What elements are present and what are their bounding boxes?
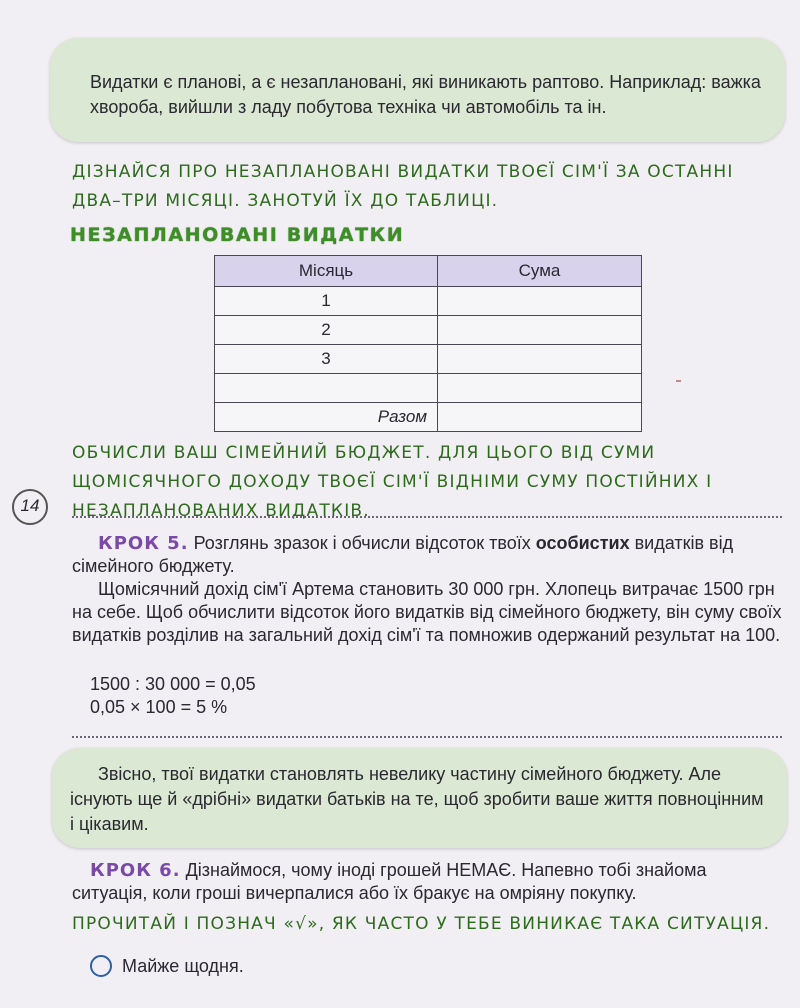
sum-cell[interactable]	[438, 316, 642, 345]
total-label: Разом	[215, 403, 438, 432]
step-5-bold: особистих	[535, 533, 630, 553]
table-row	[215, 345, 642, 374]
step-6	[72, 859, 784, 905]
dotted-divider	[72, 736, 782, 738]
table-row	[215, 316, 642, 345]
month-cell: 3	[215, 345, 438, 374]
step-5-label: КРОК 5.	[98, 533, 189, 554]
sum-cell[interactable]	[438, 345, 642, 374]
radio-circle-icon[interactable]	[90, 955, 112, 977]
option-label: Майже щодня.	[122, 955, 244, 976]
expenses-table	[214, 255, 642, 432]
dotted-divider	[72, 516, 782, 518]
table-total-row	[215, 403, 642, 432]
example-text: Щомісячний дохід сім'ї Артема становить 30 000 грн. Хлопець витрачає 1500 грн на себе. Щоб обчислити відсоток його видатків від сімейного бюджету, він суму своїх видатків розділив на загальний дохід сім'ї та помножив одержаний результат на 100.	[72, 579, 782, 645]
task-mark-frequency: ПРОЧИТАЙ І ПОЗНАЧ «√», ЯК ЧАСТО У ТЕБЕ ВИНИКАЄ ТАКА СИТУАЦІЯ.	[72, 914, 771, 934]
section-title-unplanned: НЕЗАПЛАНОВАНІ ВИДАТКИ	[70, 224, 405, 246]
step-5-text-end: видатків від сімейного бюджету.	[72, 533, 734, 576]
month-cell: 1	[215, 287, 438, 316]
calculation-2: 0,05 × 100 = 5 %	[90, 697, 228, 717]
task-record-expenses: ДІЗНАЙСЯ ПРО НЕЗАПЛАНОВАНІ ВИДАТКИ ТВОЄЇ СІМ'Ї ЗА ОСТАННІ ДВА–ТРИ МІСЯЦІ. ЗАНОТУЙ ЇХ ДО ТАБЛИЦІ.	[72, 162, 734, 211]
info-text-2: Звісно, твої видатки становлять невелику частину сімейного бюджету. Але існують ще й «дрібні» видатки батьків на те, щоб зробити ваше життя повноцінним і цікавим.	[70, 764, 764, 834]
step-6-text: Дізнаймося, чому іноді грошей НЕМАЄ. Напевно тобі знайома ситуація, коли гроші вичерпалися або їх бракує на омріяну покупку.	[72, 860, 707, 903]
info-box-small-expenses	[52, 748, 787, 848]
step-6-label: КРОК 6.	[90, 860, 181, 881]
calculation-1: 1500 : 30 000 = 0,05	[90, 674, 256, 694]
table-row	[215, 374, 642, 403]
info-box-unplanned	[50, 38, 785, 142]
sum-cell[interactable]	[438, 287, 642, 316]
print-speck	[676, 380, 681, 382]
total-sum-cell[interactable]	[438, 403, 642, 432]
sum-cell[interactable]	[438, 374, 642, 403]
step-5-text: Розглянь зразок і обчисли відсоток твоїх	[188, 533, 536, 553]
month-cell: 2	[215, 316, 438, 345]
page-number: 14	[12, 489, 48, 525]
header-month: Місяць	[215, 256, 438, 287]
option-almost-daily[interactable]	[90, 955, 244, 977]
header-sum: Сума	[438, 256, 642, 287]
task-family-budget: ОБЧИСЛИ ВАШ СІМЕЙНИЙ БЮДЖЕТ. ДЛЯ ЦЬОГО ВІД СУМИ ЩОМІСЯЧНОГО ДОХОДУ ТВОЄЇ СІМ'Ї ВІДНІМИ СУМУ ПОСТІЙНИХ І НЕЗАПЛАНОВАНИХ ВИДАТКІВ.	[72, 443, 713, 521]
month-cell[interactable]	[215, 374, 438, 403]
info-text-1: Видатки є планові, а є незаплановані, які виникають раптово. Наприклад: важка хвороба, вийшли з ладу побутова техніка чи автомобіль та ін.	[90, 72, 761, 117]
table-row	[215, 287, 642, 316]
step-5	[72, 532, 784, 578]
